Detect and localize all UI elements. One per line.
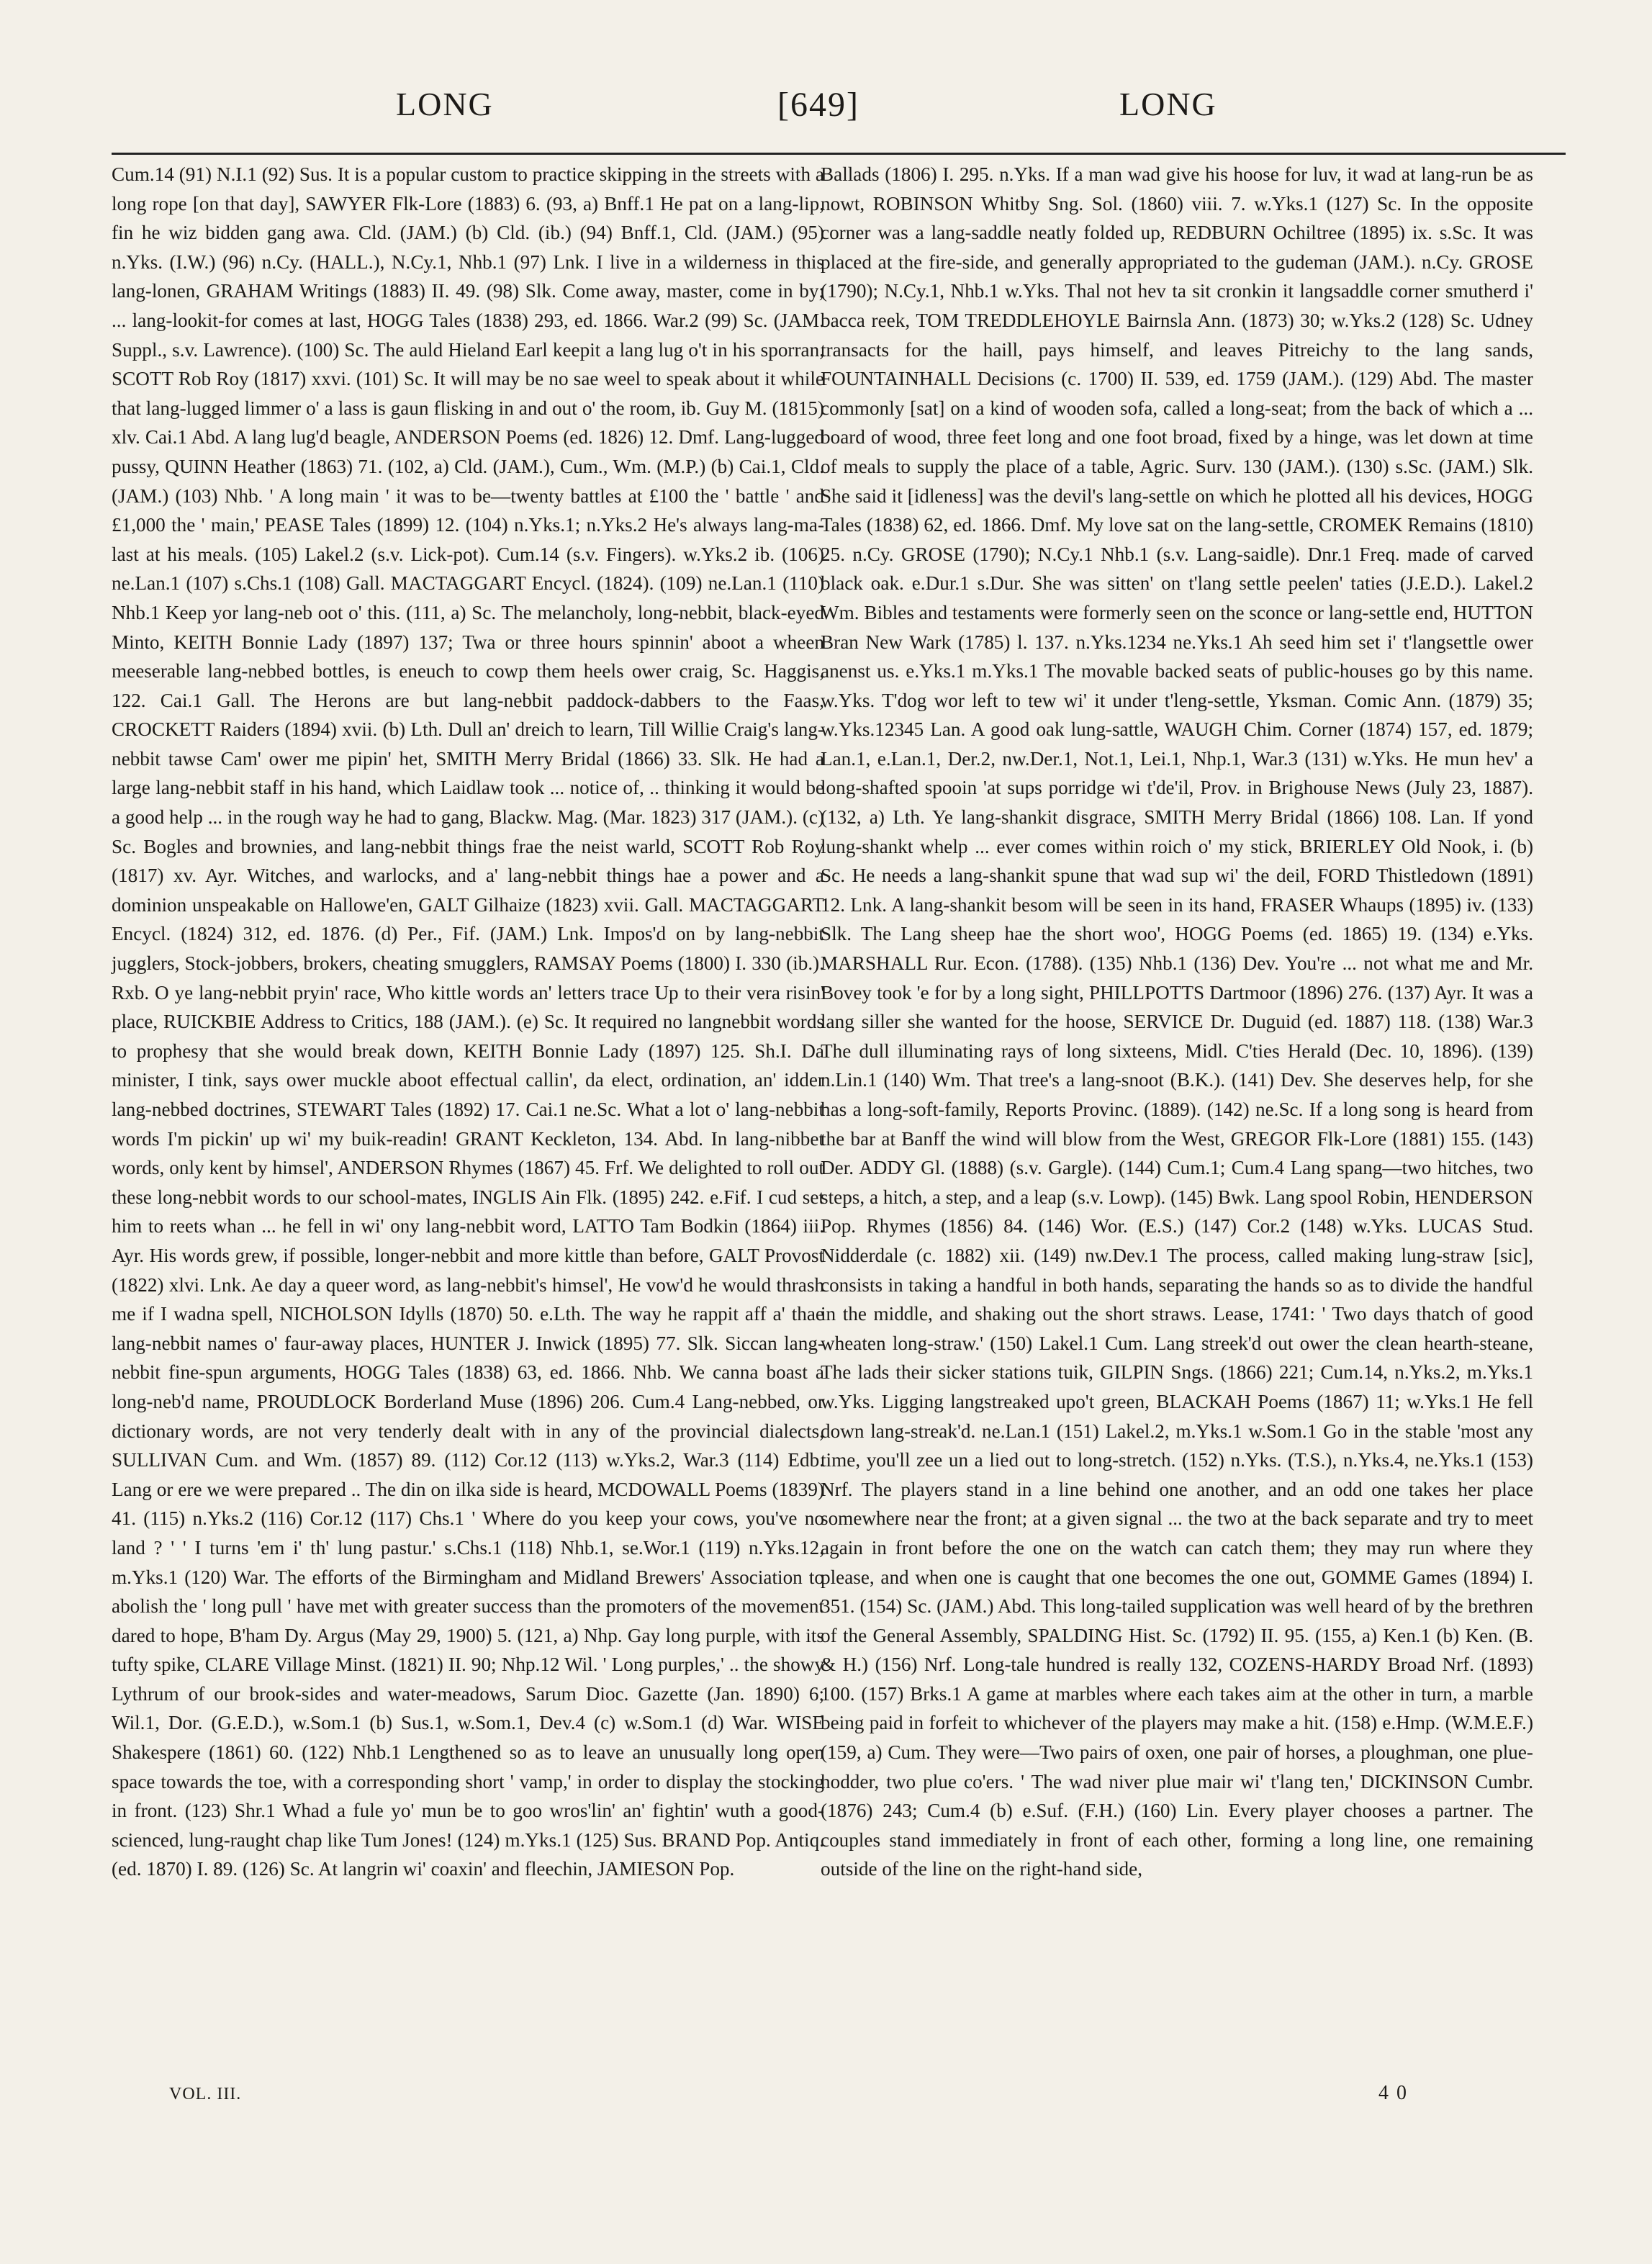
left-column-text: Cum.14 (91) N.I.1 (92) Sus. It is a popular custom to practice skipping in the streets with a long rope [on that day], SAWYER Flk-Lore (1883) 6. (93, a) Bnff.1 He pat on a lang-lip, fin he wiz bidden gang awa. Cld. (JAM.) (b) Cld. (ib.) (94) Bnff.1, Cld. (JAM.) (95) n.Yks. (I.W.) (96) n.Cy. (HALL.), N.Cy.1, Nhb.1 (97) Lnk. I live in a wilderness in this lang-lonen, GRAHAM Writings (1883) II. 49. (98) Slk. Come away, master, come in by; ... lang-lookit-for comes at last, HOGG Tales (1838) 293, ed. 1866. War.2 (99) Sc. (JAM. Suppl., s.v. Lawrence). (100) Sc. The auld Hieland Earl keepit a lang lug o't in his sporran, SCOTT Rob Roy (1817) xxvi. (101) Sc. It will may be no sae weel to speak about it while that lang-lugged limmer o' a lass is gaun flisking in and out o' the room, ib. Guy M. (1815) xlv. Cai.1 Abd. A lang lug'd beagle, ANDERSON Poems (ed. 1826) 12. Dmf. Lang-lugged pussy, QUINN Heather (1863) 71. (102, a) Cld. (JAM.), Cum., Wm. (M.P.) (b) Cai.1, Cld. (JAM.) (103) Nhb. ' A long main ' it was to be—twenty battles at £100 the ' battle ' and £1,000 the ' main,' PEASE Tales (1899) 12. (104) n.Yks.1; n.Yks.2 He's always lang-ma-last at his meals. (105) Lakel.2 (s.v. Lick-pot). Cum.14 (s.v. Fingers). w.Yks.2 ib. (106) ne.Lan.1 (107) s.Chs.1 (108) Gall. MACTAGGART Encycl. (1824). (109) ne.Lan.1 (110) Nhb.1 Keep yor lang-neb oot o' this. (111, a) Sc. The melancholy, long-nebbit, black-eyed Minto, KEITH Bonnie Lady (1897) 137; Twa or three hours spinnin' aboot a wheen meeserable lang-nebbed bottles, is eneuch to cowp them heels ower craig, Sc. Haggis, 122. Cai.1 Gall. The Herons are but lang-nebbit paddock-dabbers to the Faas, CROCKETT Raiders (1894) xvii. (b) Lth. Dull an' dreich to learn, Till Willie Craig's lang-nebbit tawse Cam' ower me pipin' het, SMITH Merry Bridal (1866) 33. Slk. He had a large lang-nebbit staff in his hand, which Laidlaw took ... notice of, .. thinking it would be a good help ... in the rough way he had to gang, Blackw. Mag. (Mar. 1823) 317 (JAM.). (c) Sc. Bogles and brownies, and lang-nebbit things frae the neist warld, SCOTT Rob Roy (1817) xv. Ayr. Witches, and warlocks, and a' lang-nebbit things hae a power and a dominion unspeakable on Hallowe'en, GALT Gilhaize (1823) xvii. Gall. MACTAGGART Encycl. (1824) 312, ed. 1876. (d) Per., Fif. (JAM.) Lnk. Impos'd on by lang-nebbit jugglers, Stock-jobbers, brokers, cheating smugglers, RAMSAY Poems (1800) I. 330 (ib.). Rxb. O ye lang-nebbit pryin' race, Who kittle words an' letters trace Up to their vera risin' place, RUICKBIE Address to Critics, 188 (JAM.). (e) Sc. It required no langnebbit words to prophesy that she would break down, KEITH Bonnie Lady (1897) 125. Sh.I. Da minister, I tink, says ower muckle aboot effectual callin', da elect, ordination, an' idder lang-nebbed doctrines, STEWART Tales (1892) 17. Cai.1 ne.Sc. What a lot o' lang-nebbit words I'm pickin' up wi' my buik-readin! GRANT Keckleton, 134. Abd. In lang-nibbet words, only kent by himsel', ANDERSON Rhymes (1867) 45. Frf. We delighted to roll out these long-nebbit words to our school-mates, INGLIS Ain Flk. (1895) 242. e.Fif. I cud set him to reets whan ... he fell in wi' ony lang-nebbit word, LATTO Tam Bodkin (1864) iii. Ayr. His words grew, if possible, longer-nebbit and more kittle than before, GALT Provost (1822) xlvi. Lnk. Ae day a queer word, as lang-nebbit's himsel', He vow'd he would thrash me if I wadna spell, NICHOLSON Idylls (1870) 50. e.Lth. The way he rappit aff a' thae lang-nebbit names o' faur-away places, HUNTER J. Inwick (1895) 77. Slk. Siccan lang-nebbit fine-spun arguments, HOGG Tales (1838) 63, ed. 1866. Nhb. We canna boast a long-neb'd name, PROUDLOCK Borderland Muse (1896) 206. Cum.4 Lang-nebbed, or dictionary words, are not very tenderly dealt with in any of the provincial dialects, SULLIVAN Cum. and Wm. (1857) 89. (112) Cor.12 (113) w.Yks.2, War.3 (114) Edb. Lang or ere we were prepared .. The din on ilka side is heard, MCDOWALL Poems (1839) 41. (115) n.Yks.2 (116) Cor.12 (117) Chs.1 ' Where do you keep your cows, you've no land ? ' ' I turns 'em i' th' lung pastur.' s.Chs.1 (118) Nhb.1, se.Wor.1 (119) n.Yks.12, m.Yks.1 (120) War. The efforts of the Birmingham and Midland Brewers' Association to abolish the ' long pull ' have met with greater success than the promoters of the movement dared to hope, B'ham Dy. Argus (May 29, 1900) 5. (121, a) Nhp. Gay long purple, with its tufty spike, CLARE Village Minst. (1821) II. 90; Nhp.12 Wil. ' Long purples,' .. the showy Lythrum of our brook-sides and water-meadows, Sarum Dioc. Gazette (Jan. 1890) 6; Wil.1, Dor. (G.E.D.), w.Som.1 (b) Sus.1, w.Som.1, Dev.4 (c) w.Som.1 (d) War. WISE Shakespere (1861) 60. (122) Nhb.1 Lengthened so as to leave an unusually long open space towards the toe, with a corresponding short ' vamp,' in order to display the stocking in front. (123) Shr.1 Whad a fule yo' mun be to goo wros'lin' an' fightin' wuth a good-scienced, lung-raught chap like Tum Jones! (124) m.Yks.1 (125) Sus. BRAND Pop. Antiq. (ed. 1870) I. 89. (126) Sc. At langrin wi' coaxin' and fleechin, JAMIESON Pop.: [112, 163, 824, 1880]
right-column-text: Ballads (1806) I. 295. n.Yks. If a man wad give his hoose for luv, it wad at lang-run be as nowt, ROBINSON Whitby Sng. Sol. (1860) viii. 7. w.Yks.1 (127) Sc. In the opposite corner was a lang-saddle neatly folded up, REDBURN Ochiltree (1895) ix. s.Sc. It was placed at the fire-side, and generally appropriated to the gudeman (JAM.). n.Cy. GROSE (1790); N.Cy.1, Nhb.1 w.Yks. Thal not hev ta sit cronkin it langsaddle corner smutherd i' bacca reek, TOM TREDDLEHOYLE Bairnsla Ann. (1873) 30; w.Yks.2 (128) Sc. Udney transacts for the haill, pays himself, and leaves Pitreichy to the lang sands, FOUNTAINHALL Decisions (c. 1700) II. 539, ed. 1759 (JAM.). (129) Abd. The master commonly [sat] on a kind of wooden sofa, called a long-seat; from the back of which a ... board of wood, three feet long and one foot broad, fixed by a hinge, was let down at time of meals to supply the place of a table, Agric. Surv. 130 (JAM.). (130) s.Sc. (JAM.) Slk. She said it [idleness] was the devil's lang-settle on which he plotted all his devices, HOGG Tales (1838) 62, ed. 1866. Dmf. My love sat on the lang-settle, CROMEK Remains (1810) 25. n.Cy. GROSE (1790); N.Cy.1 Nhb.1 (s.v. Lang-saidle). Dnr.1 Freq. made of carved black oak. e.Dur.1 s.Dur. She was sitten' on t'lang settle peelen' taties (J.E.D.). Lakel.2 Wm. Bibles and testaments were formerly seen on the sconce or lang-settle end, HUTTON Bran New Wark (1785) l. 137. n.Yks.1234 ne.Yks.1 Ah seed him set i' t'langsettle ower anenst us. e.Yks.1 m.Yks.1 The movable backed seats of public-houses go by this name. w.Yks. T'dog wor left to tew wi' it under t'leng-settle, Yksman. Comic Ann. (1879) 35; w.Yks.12345 Lan. A good oak lung-sattle, WAUGH Chim. Corner (1874) 157, ed. 1879; Lan.1, e.Lan.1, Der.2, nw.Der.1, Not.1, Lei.1, Nhp.1, War.3 (131) w.Yks. He mun hev' a long-shafted spooin 'at sups porridge wi t'de'il, Prov. in Brighouse News (July 23, 1887). (132, a) Lth. Ye lang-shankit disgrace, SMITH Merry Bridal (1866) 108. Lan. If yond lung-shankt whelp ... ever comes within roich o' my stick, BRIERLEY Old Nook, i. (b) Sc. He needs a lang-shankit spune that wad sup wi' the deil, FORD Thistledown (1891) 12. Lnk. A lang-shankit besom will be seen in its hand, FRASER Whaups (1895) iv. (133) Slk. The Lang sheep hae the short woo', HOGG Poems (ed. 1865) 19. (134) e.Yks. MARSHALL Rur. Econ. (1788). (135) Nhb.1 (136) Dev. You're ... not what me and Mr. Bovey took 'e for by a long sight, PHILLPOTTS Dartmoor (1896) 276. (137) Ayr. It was a lang siller she wanted for the hoose, SERVICE Dr. Duguid (ed. 1887) 118. (138) War.3 The dull illuminating rays of long sixteens, Midl. C'ties Herald (Dec. 10, 1896). (139) n.Lin.1 (140) Wm. That tree's a lang-snoot (B.K.). (141) Dev. She deserves help, for she has a long-soft-family, Reports Provinc. (1889). (142) ne.Sc. If a long song is heard from the bar at Banff the wind will blow from the West, GREGOR Flk-Lore (1881) 155. (143) Der. ADDY Gl. (1888) (s.v. Gargle). (144) Cum.1; Cum.4 Lang spang—two hitches, two steps, a hitch, a step, and a leap (s.v. Lowp). (145) Bwk. Lang spool Robin, HENDERSON Pop. Rhymes (1856) 84. (146) Wor. (E.S.) (147) Cor.2 (148) w.Yks. LUCAS Stud. Nidderdale (c. 1882) xii. (149) nw.Dev.1 The process, called making lung-straw [sic], consists in taking a handful in both hands, separating the hands so as to divide the handful in the middle, and shaking out the short straws. Lease, 1741: ' Two days thatch of good wheaten long-straw.' (150) Lakel.1 Cum. Lang streek'd out ower the clean hearth-steane, The lads their sicker stations tuik, GILPIN Sngs. (1866) 221; Cum.14, n.Yks.2, m.Yks.1 w.Yks. Ligging langstreaked upo't green, BLACKAH Poems (1867) 11; w.Yks.1 He fell down lang-streak'd. ne.Lan.1 (151) Lakel.2, m.Yks.1 w.Som.1 Go in the stable 'most any time, you'll zee un a lied out to long-stretch. (152) n.Yks. (T.S.), n.Yks.4, ne.Yks.1 (153) Nrf. The players stand in a line behind one another, and an odd one takes her place somewhere near the front; at a given signal ... the two at the back separate and try to meet again in front before the one on the watch can catch them; they may run where they please, and when one is caught that one becomes the one out, GOMME Games (1894) I. 351. (154) Sc. (JAM.) Abd. This long-tailed supplication was well heard of by the brethren of the General Assembly, SPALDING Hist. Sc. (1792) II. 95. (155, a) Ken.1 (b) Ken. (B. & H.) (156) Nrf. Long-tale hundred is really 132, COZENS-HARDY Broad Nrf. (1893) 100. (157) Brks.1 A game at marbles where each takes aim at the other in turn, a marble being paid in forfeit to whichever of the players may make a hit. (158) e.Hmp. (W.M.E.F.) (159, a) Cum. They were—Two pairs of oxen, one pair of horses, a ploughman, one plue-hodder, two plue co'ers. ' The wad niver plue mair wi' t'lang ten,' DICKINSON Cumbr. (1876) 243; Cum.4 (b) e.Suf. (F.H.) (160) Lin. Every player chooses a partner. The couples stand immediately in front of each other, forming a long line, one remaining outside of the line on the right-hand side,: [821, 163, 1533, 1880]
signature-mark: 4 0: [1378, 2082, 1408, 2104]
page-header: [108, 85, 1562, 143]
left-column: [112, 160, 824, 1884]
header-rule: [112, 153, 1566, 155]
running-head-left: LONG: [396, 86, 494, 122]
volume-label: VOL. III.: [169, 2085, 242, 2103]
running-head-right: LONG: [1119, 86, 1217, 122]
page-number: [649]: [777, 86, 859, 124]
right-column: [821, 160, 1533, 1884]
